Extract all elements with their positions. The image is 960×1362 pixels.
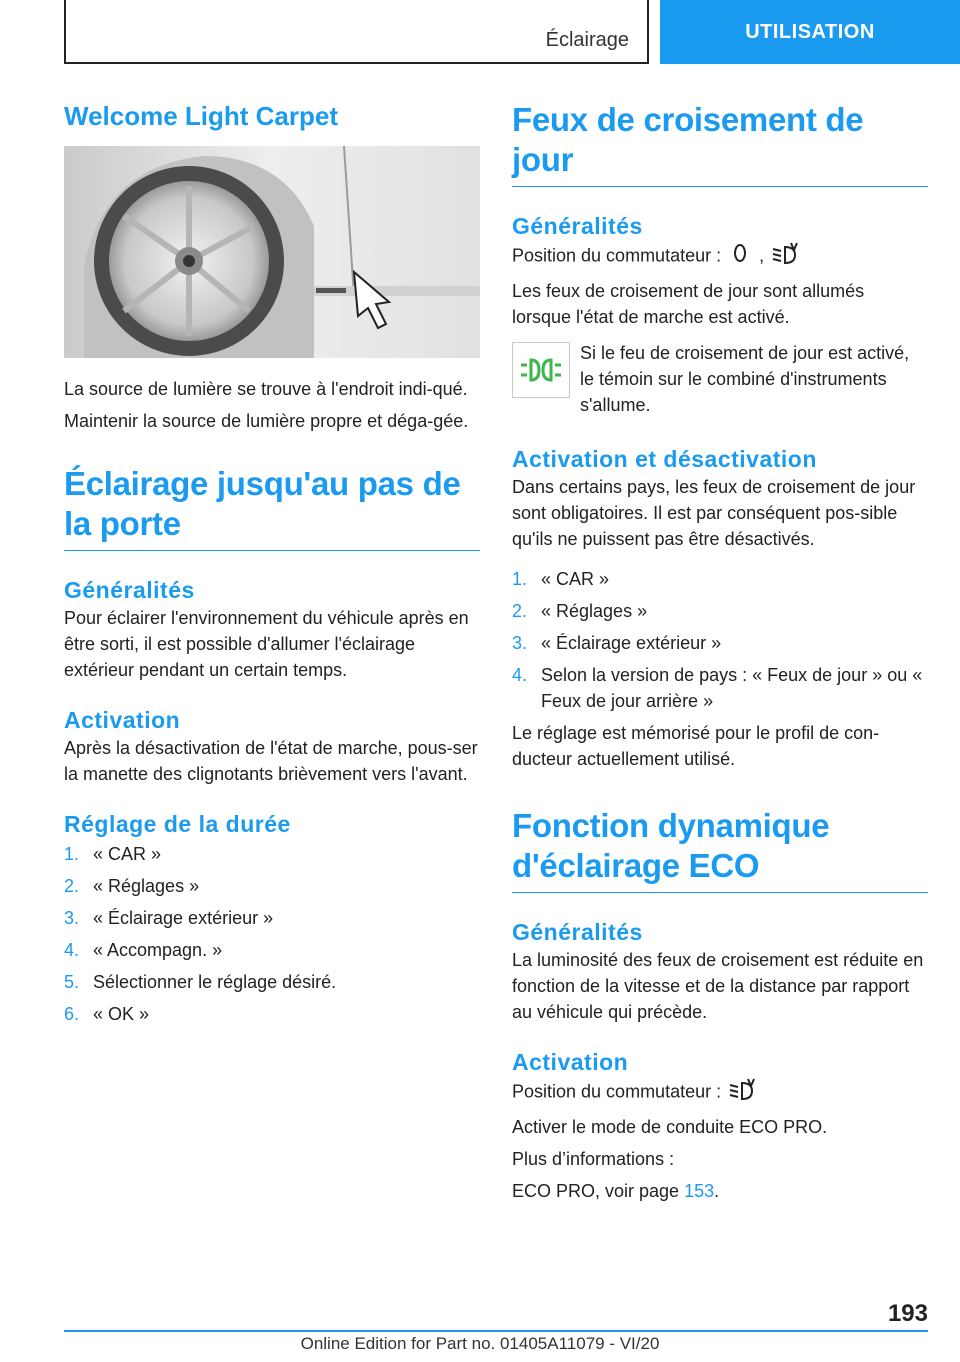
eco-title: Fonction dynamique d'éclairage ECO — [512, 806, 928, 893]
drl-indicator-text: Si le feu de croisement de jour est activé, le témoin sur le combiné d'instruments s'allume. — [580, 343, 910, 415]
list-item: 3. « Éclairage extérieur » — [512, 633, 722, 653]
low-beam-auto-icon — [769, 241, 801, 272]
list-item: 4. « Accompagn. » — [64, 940, 223, 960]
page-number: 193 — [887, 1300, 928, 1327]
footer-edition: Online Edition for Part no. 01405A11079 - VI/20 — [300, 1334, 660, 1353]
page-link[interactable]: 153 — [684, 1181, 715, 1201]
drl-title: Feux de croisement de jour — [512, 100, 928, 187]
doorstep-general-title: Généralités — [64, 577, 195, 603]
eco-page-reference: ECO PRO, voir page 153. — [512, 1181, 720, 1201]
drl-indicator-note — [512, 340, 928, 418]
act-deact-text: Dans certains pays, les feux de croisement de jour sont obligatoires. Il est par conséquent pos-sible qu'ils ne puissent pas être désactivés. — [512, 477, 916, 549]
wheel-photo — [64, 146, 480, 358]
list-item: 1. « CAR » — [64, 844, 162, 864]
welcome-paragraph-2: Maintenir la source de lumière propre et déga-gée. — [64, 411, 469, 431]
more-info-text: Plus d’informations : — [512, 1149, 675, 1169]
act-steps — [512, 566, 928, 714]
doorstep-activation-text: Après la désactivation de l'état de marche, pous-ser la manette des clignotants brièvement vers l'avant. — [64, 738, 478, 784]
left-column — [64, 100, 480, 1033]
list-item: 5. Sélectionner le réglage désiré. — [64, 972, 337, 992]
drl-switch-position: Position du commutateur : , — [512, 241, 928, 272]
daytime-running-light-indicator-icon — [512, 342, 570, 398]
duration-steps — [64, 841, 480, 1027]
drl-text: Les feux de croisement de jour sont allumés lorsque l'état de marche est activé. — [512, 281, 865, 327]
duration-title: Réglage de la durée — [64, 811, 291, 837]
header-section-box — [64, 0, 649, 64]
list-item: 1. « CAR » — [512, 569, 610, 589]
header-chapter-tab: UTILISATION — [660, 0, 960, 64]
list-item: 2. « Réglages » — [512, 601, 648, 621]
switch-off-icon — [726, 241, 754, 272]
drl-general-title: Généralités — [512, 213, 643, 239]
eco-mode-text: Activer le mode de conduite ECO PRO. — [512, 1117, 828, 1137]
right-column — [512, 100, 928, 1204]
eco-activation-title: Activation — [512, 1049, 629, 1075]
doorstep-general-text: Pour éclairer l'environnement du véhicule après en être sorti, il est possible d'allumer l'éclairage extérieur pendant un certain temps. — [64, 608, 469, 680]
header-section-title: Éclairage — [545, 29, 629, 51]
list-item: 3. « Éclairage extérieur » — [64, 908, 274, 928]
list-item: 4. Selon la version de pays : « Feux de jour » ou « Feux de jour arrière » — [512, 665, 923, 711]
welcome-light-title: Welcome Light Carpet — [64, 101, 339, 131]
eco-switch-position: Position du commutateur : — [512, 1077, 928, 1108]
eco-general-title: Généralités — [512, 919, 643, 945]
footer-divider — [64, 1330, 928, 1332]
welcome-paragraph-1: La source de lumière se trouve à l'endroit indi-qué. — [64, 379, 468, 399]
list-item: 6. « OK » — [64, 1004, 150, 1024]
eco-general-text: La luminosité des feux de croisement est réduite en fonction de la vitesse et de la distance par rapport au véhicule qui précède. — [512, 950, 924, 1022]
low-beam-auto-icon — [726, 1077, 758, 1108]
doorstep-light-title: Éclairage jusqu'au pas de la porte — [64, 464, 480, 551]
list-item: 2. « Réglages » — [64, 876, 200, 896]
act-deact-title: Activation et désactivation — [512, 446, 817, 472]
doorstep-activation-title: Activation — [64, 707, 181, 733]
profile-text: Le réglage est mémorisé pour le profil de con-ducteur actuellement utilisé. — [512, 723, 880, 769]
wheel-photo-illustration — [64, 146, 480, 358]
